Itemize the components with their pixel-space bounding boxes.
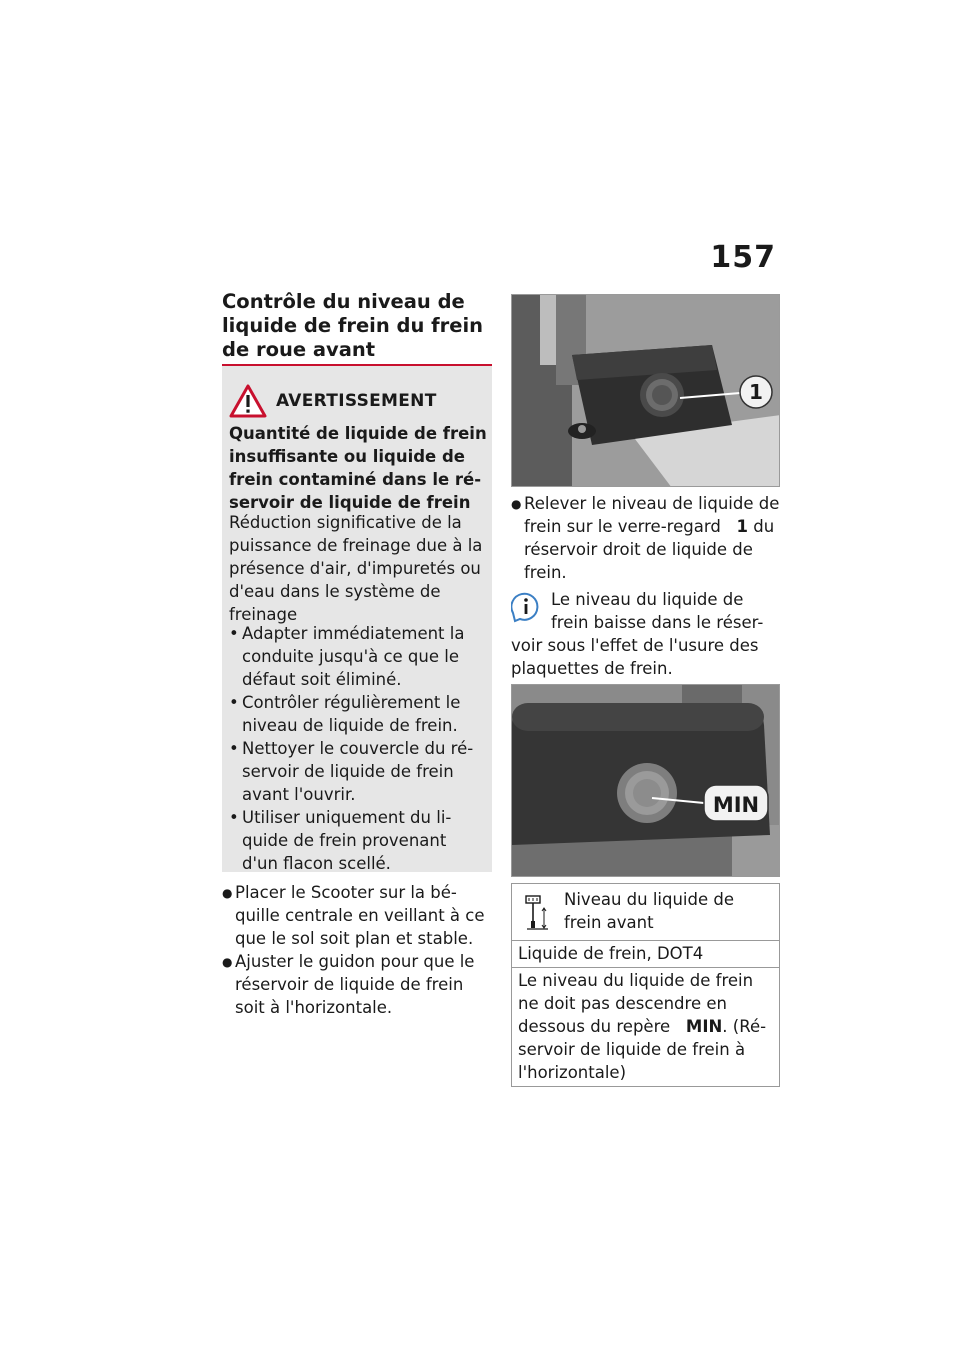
procedure-steps-left	[222, 881, 492, 1019]
list-item: • Utiliser uniquement du li-quide de frein provenant d'un flacon scellé.	[229, 806, 487, 875]
warning-label: AVERTISSEMENT	[276, 391, 437, 411]
min-mark-photo	[511, 684, 780, 877]
section-title: Contrôle du niveau de liquide de frein du frein de roue avant	[222, 290, 484, 361]
info-note	[511, 588, 780, 680]
spec-table	[511, 883, 780, 1087]
spec-fluid: Liquide de frein, DOT4	[512, 940, 779, 967]
info-note-line: voir sous l'effet de l'usure des plaquettes de frein.	[511, 636, 759, 678]
spec-title: Niveau du liquide de frein avant	[564, 890, 735, 932]
list-item: • Contrôler régulièrement le niveau de liquide de frein.	[229, 691, 487, 737]
spec-rule	[512, 967, 779, 1086]
photo-callout-1: 1	[749, 380, 763, 404]
min-mark-ref: MIN	[685, 1017, 723, 1036]
photo-callout-min: MIN	[712, 793, 760, 817]
info-note-line: frein baisse dans le réser-	[551, 613, 764, 632]
procedure-steps-right	[511, 492, 780, 584]
step-text: Relever le niveau de liquide de frein sur le verre-regard	[524, 494, 780, 536]
warning-subtitle: Quantité de liquide de frein insuffisante ou liquide de frein contaminé dans le ré-servoir de liquide de frein	[229, 424, 487, 512]
spec-rule-text: . (Ré-servoir de liquide de frein à l'horizontale)	[518, 1017, 767, 1082]
step-text: du réservoir droit de liquide de frein.	[524, 517, 775, 582]
fluid-level-gauge-icon	[524, 894, 550, 932]
spec-header	[512, 884, 779, 940]
reservoir-photo	[511, 294, 780, 487]
warning-description: Réduction significative de la puissance de freinage due à la présence d'air, d'impuretés ou d'eau dans le système de freinage	[229, 513, 483, 624]
list-item: ● Ajuster le guidon pour que le réservoir de liquide de frein soit à l'horizontale.	[222, 950, 492, 1019]
warning-triangle-icon	[228, 383, 268, 419]
warning-header	[228, 383, 437, 419]
info-note-line: Le niveau du liquide de	[551, 590, 744, 609]
list-item: ● Placer le Scooter sur la bé-quille centrale en veillant à ce que le sol soit plan et stable.	[222, 881, 492, 950]
list-item	[511, 492, 780, 584]
spec-rule-text: Le niveau du liquide de frein ne doit pas descendre en dessous du repère	[518, 971, 754, 1036]
list-item: • Adapter immédiatement la conduite jusqu'à ce que le défaut soit éliminé.	[229, 622, 487, 691]
page-number: 157	[710, 240, 776, 275]
callout-ref: 1	[736, 517, 749, 536]
list-item: • Nettoyer le couvercle du ré-servoir de liquide de frein avant l'ouvrir.	[229, 737, 487, 806]
warning-actions	[229, 622, 487, 875]
